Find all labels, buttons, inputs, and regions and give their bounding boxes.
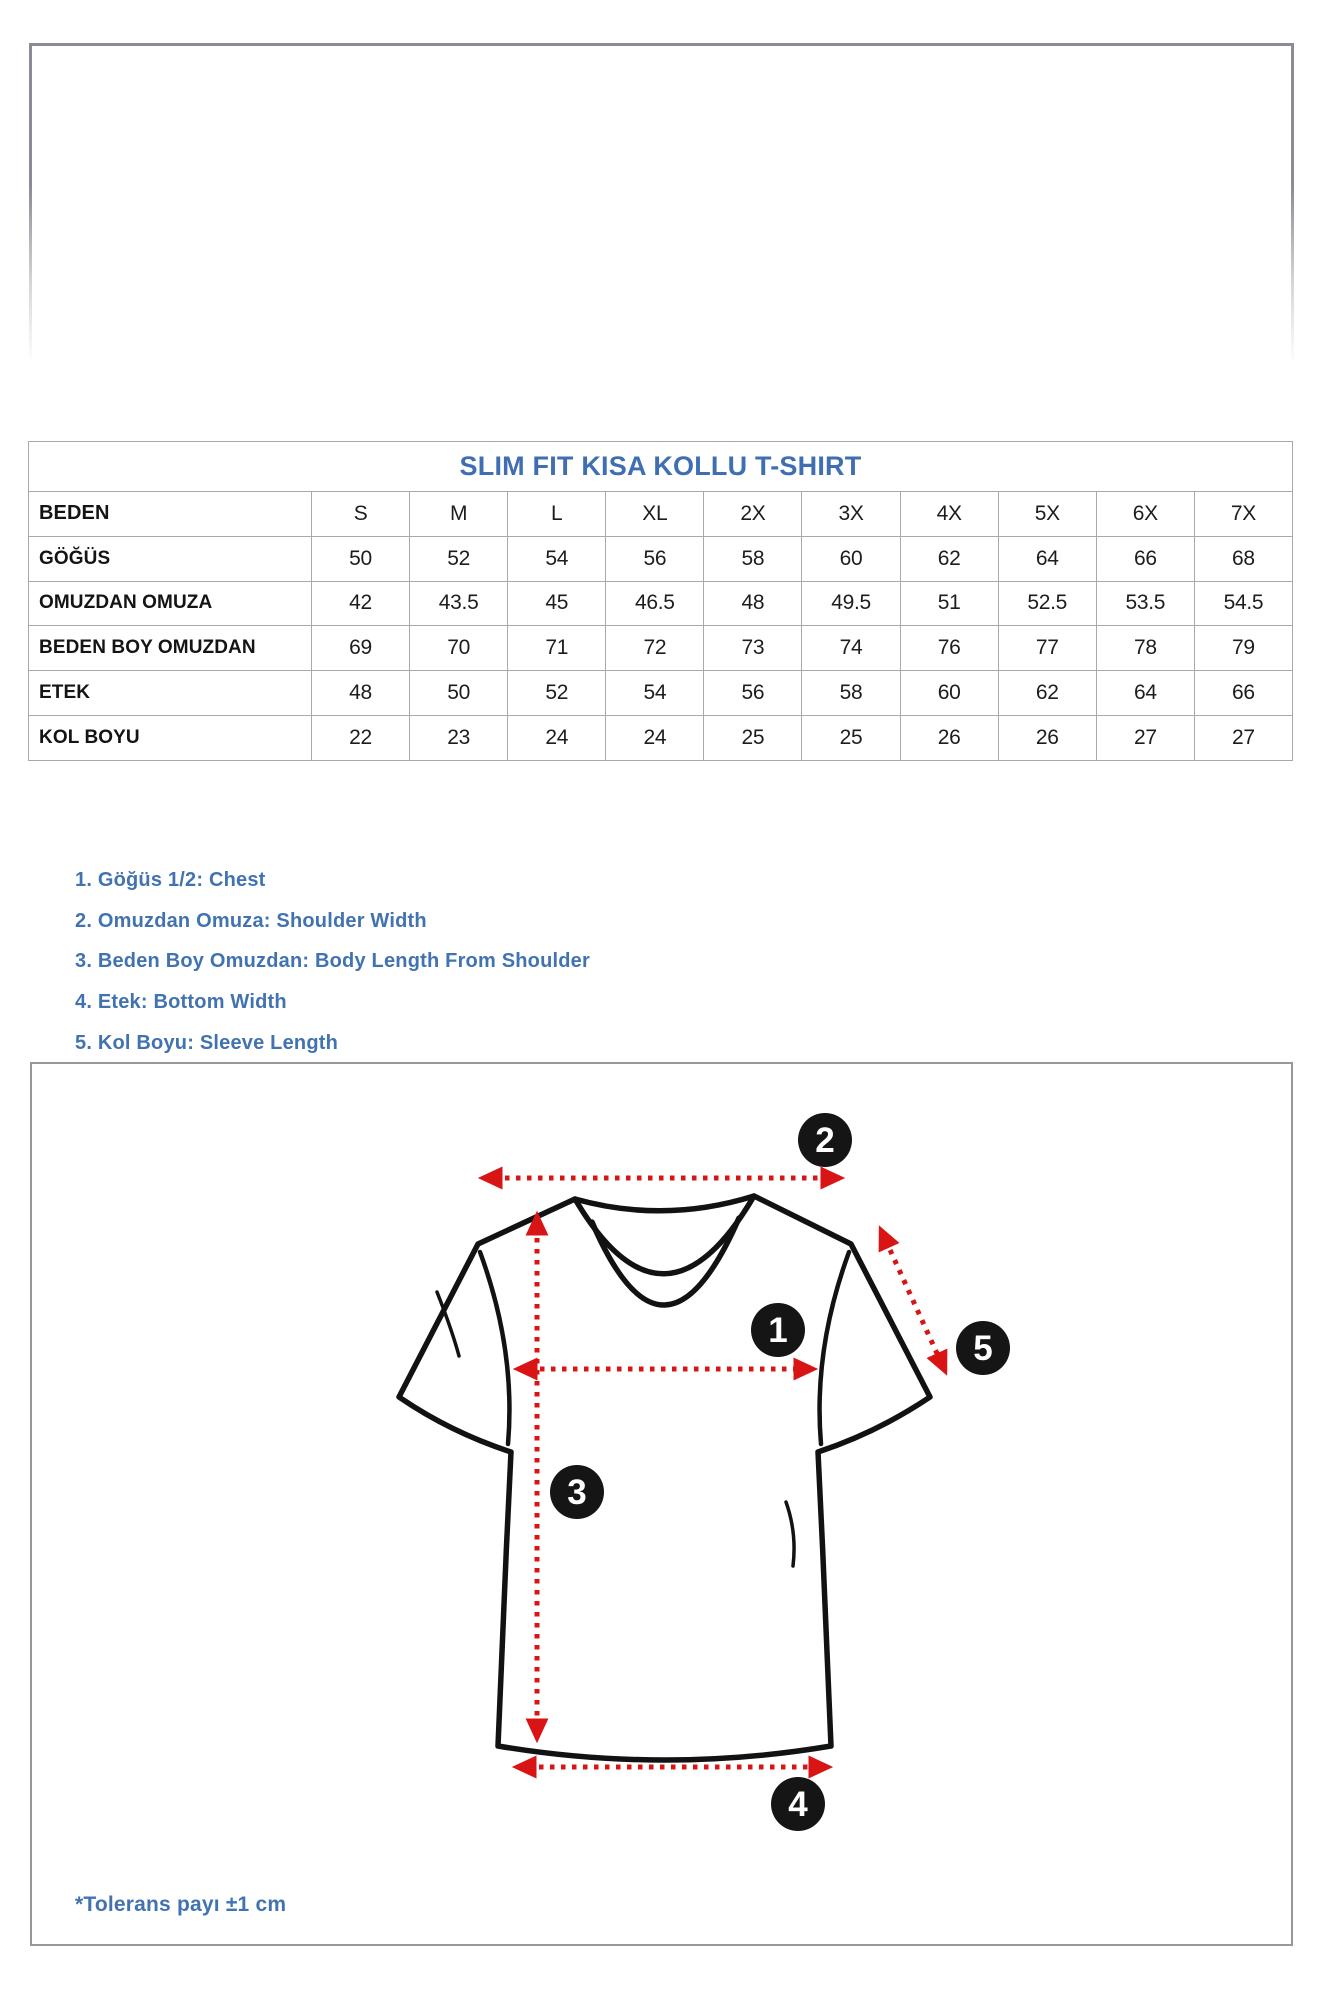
- measurement-value-cell: 76: [901, 626, 999, 671]
- measurement-value-cell: 62: [999, 671, 1097, 716]
- measurement-value-cell: 45: [508, 582, 606, 627]
- measurement-value-cell: 48: [704, 582, 802, 627]
- measurement-value-cell: 69: [312, 626, 410, 671]
- measurement-value-cell: 24: [606, 716, 704, 761]
- tolerance-footnote: *Tolerans payı ±1 cm: [75, 1893, 287, 1916]
- measurement-value-cell: 58: [802, 671, 900, 716]
- marker-5: [956, 1321, 1010, 1375]
- marker-1: [751, 1303, 805, 1357]
- table-corner-header: BEDEN: [29, 492, 312, 537]
- measurement-value-cell: 25: [704, 716, 802, 761]
- size-column-header: M: [410, 492, 508, 537]
- marker-4: [771, 1777, 825, 1831]
- measurement-value-cell: 52: [508, 671, 606, 716]
- measurement-row-label: ETEK: [29, 671, 312, 716]
- size-column-header: 5X: [999, 492, 1097, 537]
- size-column-header: S: [312, 492, 410, 537]
- measurement-value-cell: 46.5: [606, 582, 704, 627]
- measurement-row-label: BEDEN BOY OMUZDAN: [29, 626, 312, 671]
- measurement-value-cell: 56: [606, 537, 704, 582]
- measurement-value-cell: 54: [606, 671, 704, 716]
- measurement-value-cell: 26: [999, 716, 1097, 761]
- size-column-header: 6X: [1097, 492, 1195, 537]
- measurement-value-cell: 54.5: [1195, 582, 1293, 627]
- measurement-row-label: GÖĞÜS: [29, 537, 312, 582]
- size-column-header: 7X: [1195, 492, 1293, 537]
- size-column-header: L: [508, 492, 606, 537]
- legend-item: 2. Omuzdan Omuza: Shoulder Width: [75, 909, 427, 932]
- size-table-title: SLIM FIT KISA KOLLU T-SHIRT: [29, 442, 1293, 492]
- marker-2: [798, 1113, 852, 1167]
- size-column-header: 4X: [901, 492, 999, 537]
- measurement-value-cell: 27: [1097, 716, 1195, 761]
- measurement-row-label: KOL BOYU: [29, 716, 312, 761]
- measurement-value-cell: 25: [802, 716, 900, 761]
- measurement-value-cell: 66: [1097, 537, 1195, 582]
- measurement-value-cell: 73: [704, 626, 802, 671]
- marker-5-label: 5: [973, 1329, 993, 1368]
- size-column-header: XL: [606, 492, 704, 537]
- measurement-value-cell: 74: [802, 626, 900, 671]
- measurement-value-cell: 50: [410, 671, 508, 716]
- measurement-value-cell: 79: [1195, 626, 1293, 671]
- measurement-value-cell: 77: [999, 626, 1097, 671]
- measurement-value-cell: 64: [1097, 671, 1195, 716]
- marker-3-label: 3: [567, 1473, 587, 1512]
- measurement-row-label: OMUZDAN OMUZA: [29, 582, 312, 627]
- measurement-value-cell: 70: [410, 626, 508, 671]
- measurement-value-cell: 51: [901, 582, 999, 627]
- measurement-value-cell: 48: [312, 671, 410, 716]
- legend-item: 1. Göğüs 1/2: Chest: [75, 868, 266, 891]
- measurement-value-cell: 43.5: [410, 582, 508, 627]
- legend-item: 5. Kol Boyu: Sleeve Length: [75, 1031, 339, 1054]
- measurement-value-cell: 52.5: [999, 582, 1097, 627]
- measurement-value-cell: 78: [1097, 626, 1195, 671]
- measurement-value-cell: 26: [901, 716, 999, 761]
- measurement-value-cell: 72: [606, 626, 704, 671]
- marker-2-label: 2: [815, 1121, 835, 1160]
- measurement-value-cell: 23: [410, 716, 508, 761]
- size-column-header: 2X: [704, 492, 802, 537]
- measurement-value-cell: 64: [999, 537, 1097, 582]
- marker-1-label: 1: [768, 1311, 788, 1350]
- measurement-value-cell: 49.5: [802, 582, 900, 627]
- marker-3: [550, 1465, 604, 1519]
- legend-item: 3. Beden Boy Omuzdan: Body Length From Shoulder: [75, 950, 590, 973]
- measurement-value-cell: 62: [901, 537, 999, 582]
- legend-item: 4. Etek: Bottom Width: [75, 990, 287, 1013]
- measurement-value-cell: 42: [312, 582, 410, 627]
- measurement-value-cell: 52: [410, 537, 508, 582]
- measurement-value-cell: 27: [1195, 716, 1293, 761]
- measurement-value-cell: 60: [901, 671, 999, 716]
- measurement-value-cell: 54: [508, 537, 606, 582]
- measurement-value-cell: 56: [704, 671, 802, 716]
- measurement-value-cell: 53.5: [1097, 582, 1195, 627]
- measurement-value-cell: 50: [312, 537, 410, 582]
- measurement-value-cell: 71: [508, 626, 606, 671]
- measurement-value-cell: 66: [1195, 671, 1293, 716]
- marker-4-label: 4: [788, 1785, 808, 1824]
- measurement-value-cell: 58: [704, 537, 802, 582]
- size-column-header: 3X: [802, 492, 900, 537]
- tshirt-outline: [399, 1196, 930, 1760]
- measurement-value-cell: 24: [508, 716, 606, 761]
- measurement-value-cell: 60: [802, 537, 900, 582]
- measurement-value-cell: 22: [312, 716, 410, 761]
- measurement-value-cell: 68: [1195, 537, 1293, 582]
